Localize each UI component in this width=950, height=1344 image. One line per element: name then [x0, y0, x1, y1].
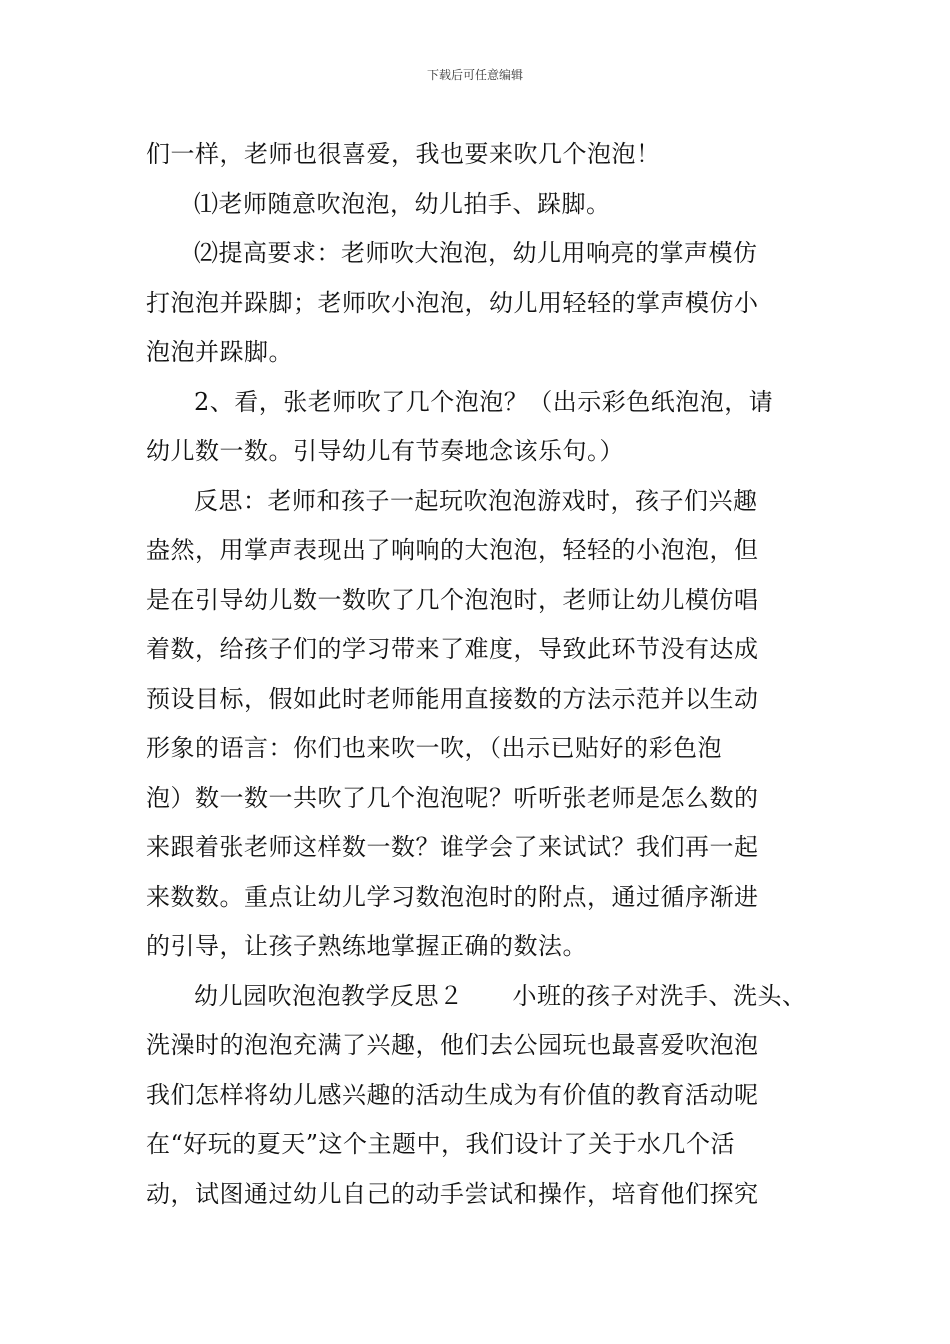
text-line: 来数数。重点让幼儿学习数泡泡时的附点，通过循序渐进	[146, 882, 759, 911]
text-line: 洗澡时的泡泡充满了兴趣，他们去公园玩也最喜爱吹泡泡	[146, 1031, 759, 1059]
text-line: 动，试图通过幼儿自己的动手尝试和操作，培育他们探究	[146, 1179, 759, 1208]
text-line: ⑵提高要求：老师吹大泡泡，幼儿用响亮的掌声模仿	[194, 239, 758, 267]
text-line: 来跟着张老师这样数一数？谁学会了来试试？我们再一起	[146, 833, 759, 861]
text-line: 预设目标，假如此时老师能用直接数的方法示范并以生动	[146, 684, 759, 713]
text-line: 2、看，张老师吹了几个泡泡？（出示彩色纸泡泡，请	[194, 387, 774, 416]
text-line: 在“好玩的夏天”这个主题中，我们设计了关于水几个活	[146, 1130, 736, 1158]
text-line: 的引导，让孩子熟练地掌握正确的数法。	[146, 932, 587, 960]
body-text	[146, 130, 836, 1219]
text-line: 是在引导幼儿数一数吹了几个泡泡时，老师让幼儿模仿唱	[146, 585, 759, 614]
text-line: 我们怎样将幼儿感兴趣的活动生成为有价值的教育活动呢	[146, 1080, 759, 1109]
text-line: 泡）数一数一共吹了几个泡泡呢？听听张老师是怎么数的	[146, 783, 759, 812]
text-line: 幼儿园吹泡泡教学反思２ 小班的孩子对洗手、洗头、	[194, 981, 807, 1010]
text-line: 们一样，老师也很喜爱，我也要来吹几个泡泡！	[146, 140, 661, 168]
page-header: 下载后可任意编辑	[426, 68, 523, 82]
text-line: 打泡泡并跺脚；老师吹小泡泡，幼儿用轻轻的掌声模仿小	[146, 288, 759, 317]
text-line: 盎然，用掌声表现出了响响的大泡泡，轻轻的小泡泡，但	[146, 536, 759, 564]
text-line: 形象的语言：你们也来吹一吹，（出示已贴好的彩色泡	[146, 734, 722, 762]
text-line: 泡泡并跺脚。	[146, 338, 293, 366]
text-line: 反思：老师和孩子一起玩吹泡泡游戏时，孩子们兴趣	[194, 486, 758, 515]
text-line: 幼儿数一数。引导幼儿有节奏地念该乐句。）	[146, 437, 624, 465]
text-line: 着数，给孩子们的学习带来了难度，导致此环节没有达成	[146, 635, 759, 663]
text-line: ⑴老师随意吹泡泡，幼儿拍手、跺脚。	[194, 189, 611, 218]
